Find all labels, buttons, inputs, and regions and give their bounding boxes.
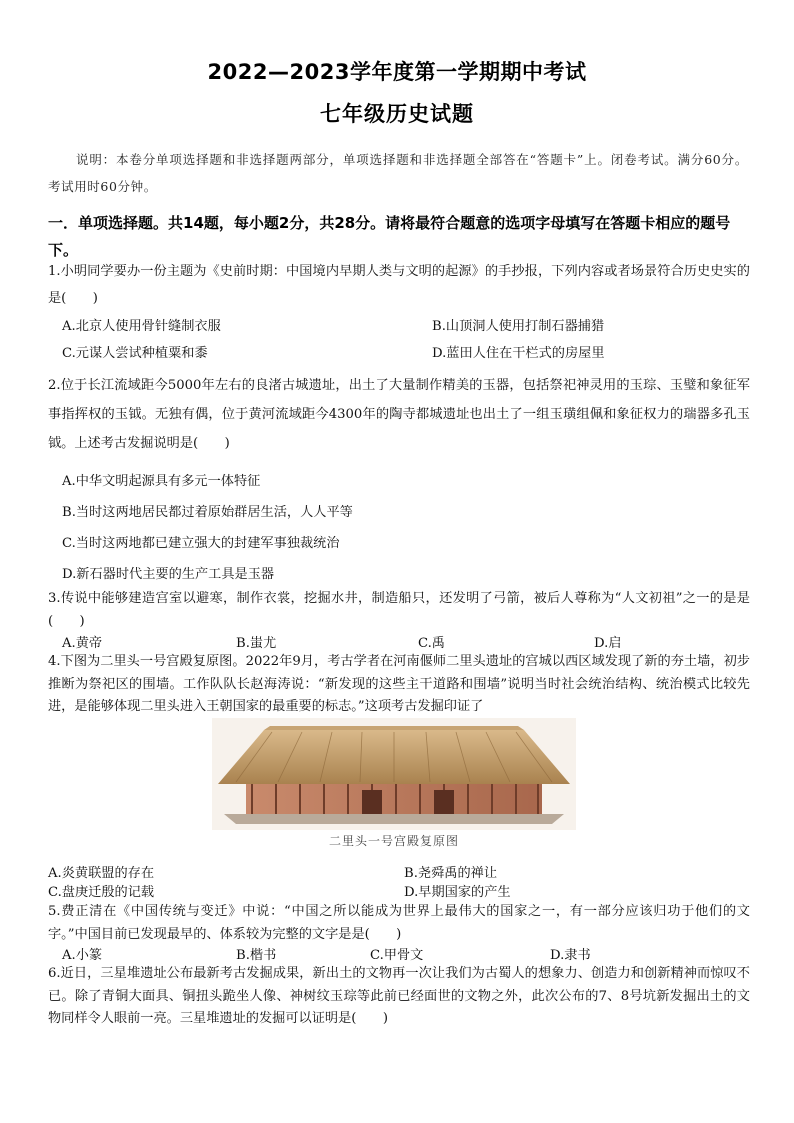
question-4-option-d: D.早期国家的产生 — [404, 885, 511, 900]
question-5-option-c: C.甲骨文 — [370, 948, 424, 963]
figure-caption: 二里头一号宫殿复原图 — [328, 834, 459, 848]
platform-base — [224, 814, 564, 824]
question-4-stem: 4.下图为二里头一号宫殿复原图。2022年9月，考古学者在河南偃师二里头遗址的宫城以西区域发现了新的夯土墙，初步推断为祭祀区的围墙。工作队队长赵海涛说：“新发现的这些主干道路和围墙”说明当时社会统治结构、统治模式比较先进，是能够体现二里头进入王朝国家的最重要的标志。”这项考古发掘印证了 — [48, 654, 750, 714]
palace-reconstruction-figure — [212, 718, 576, 852]
question-6-stem: 6.近日，三星堆遗址公布最新考古发掘成果，新出土的文物再一次让我们为古蜀人的想象力、创造力和创新精神而惊叹不已。除了青铜大面具、铜扭头跪坐人像、神树纹玉琮等此前已经面世的文物之外，此次公布的7、8号坑新发掘出土的文物同样令人眼前一亮。三星堆遗址的发掘可以证明是( ) — [48, 966, 750, 1026]
question-3-option-a: A.黄帝 — [62, 636, 103, 651]
question-4-option-b: B.尧舜禹的禅让 — [404, 866, 498, 881]
question-1-option-a: A.北京人使用骨针缝制衣服 — [62, 319, 221, 334]
roof-ridge — [264, 726, 524, 730]
exam-subtitle: 七年级历史试题 — [320, 102, 474, 126]
palace-door-2 — [434, 790, 454, 814]
palace-illustration — [212, 718, 576, 830]
question-1-option-b: B.山顶洞人使用打制石器捕猎 — [432, 319, 605, 334]
question-1-stem: 1.小明同学要办一份主题为《史前时期：中国境内早期人类与文明的起源》的手抄报，下列内容或者场景符合历史史实的是( ) — [48, 264, 750, 306]
question-5-stem: 5.费正清在《中国传统与变迁》中说：“中国之所以能成为世界上最伟大的国家之一，有一部分应该归功于他们的文字。”中国目前已发现最早的、体系较为完整的文字是是( ) — [48, 904, 750, 942]
exam-instructions: 说明：本卷分单项选择题和非选择题两部分，单项选择题和非选择题全部答在“答题卡”上。闭卷考试。满分60分。考试用时60分钟。 — [48, 152, 748, 194]
question-2-option-b: B.当时这两地居民都过着原始群居生活，人人平等 — [62, 505, 353, 520]
question-2-option-a: A.中华文明起源具有多元一体特征 — [62, 474, 261, 489]
question-3-option-d: D.启 — [594, 636, 622, 651]
question-3-option-b: B.蚩尤 — [236, 636, 277, 651]
question-4-option-c: C.盘庚迁殷的记载 — [48, 885, 155, 900]
question-5-option-a: A.小篆 — [62, 948, 103, 963]
question-5-option-d: D.隶书 — [550, 948, 591, 963]
question-1-option-c: C.元谋人尝试种植粟和黍 — [62, 346, 208, 361]
exam-title: 2022—2023学年度第一学期期中考试 — [207, 60, 587, 84]
question-5-option-b: B.楷书 — [236, 948, 277, 963]
question-1-option-d: D.蓝田人住在干栏式的房屋里 — [432, 346, 605, 361]
question-3-stem: 3.传说中能够建造宫室以避寒，制作衣裳，挖掘水井，制造船只，还发明了弓箭，被后人尊称为“人文初祖”之一的是是( ) — [48, 591, 750, 629]
question-2-option-c: C.当时这两地都已建立强大的封建军事独裁统治 — [62, 536, 340, 551]
palace-door — [362, 790, 382, 814]
question-2-stem: 2.位于长江流域距今5000年左右的良渚古城遗址，出土了大量制作精美的玉器，包括祭祀神灵用的玉琮、玉璧和象征军事指挥权的玉钺。无独有偶，位于黄河流域距今4300年的陶寺都城遗址也出土了一组玉璜组佩和象征权力的瑞器多孔玉钺。上述考古发掘说明是( ) — [48, 378, 750, 451]
section-heading: 一．单项选择题。共14题，每小题2分，共28分。请将最符合题意的选项字母填写在答题卡相应的题号下。 — [48, 214, 731, 259]
question-2-option-d: D.新石器时代主要的生产工具是玉器 — [62, 567, 275, 582]
question-4-option-a: A.炎黄联盟的存在 — [48, 866, 155, 881]
question-3-option-c: C.禹 — [418, 636, 445, 651]
palace-wall — [246, 780, 542, 814]
